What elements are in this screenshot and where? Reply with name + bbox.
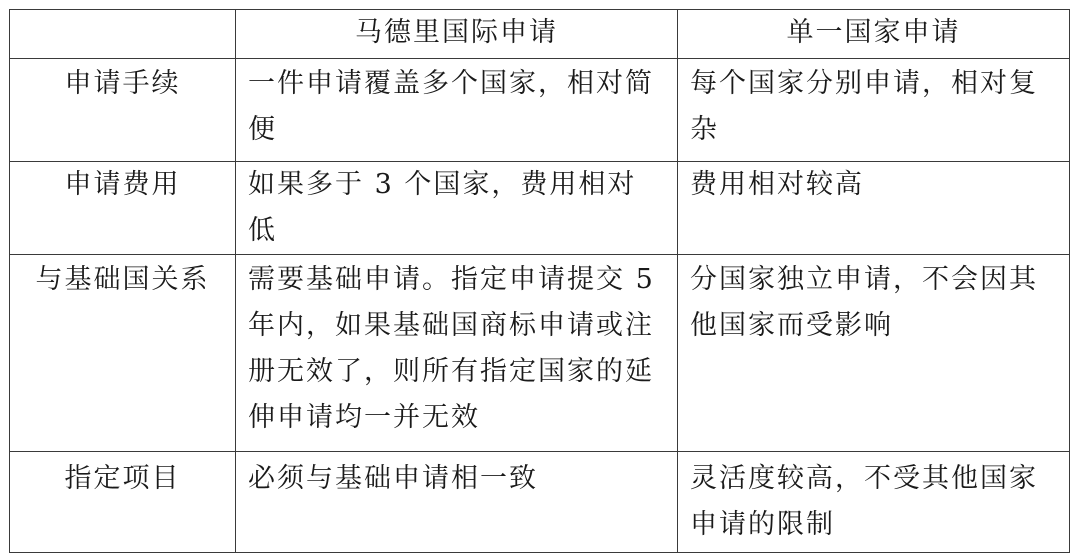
table-row — [10, 255, 1070, 452]
madrid-cell: 一件申请覆盖多个国家，相对简便 — [236, 59, 678, 162]
header-cell-madrid: 马德里国际申请 — [236, 10, 678, 59]
single-country-cell: 分国家独立申请，不会因其他国家而受影响 — [678, 255, 1070, 452]
madrid-cell: 如果多于 3 个国家，费用相对低 — [236, 162, 678, 255]
comparison-table — [9, 9, 1070, 553]
header-cell-single-country: 单一国家申请 — [678, 10, 1070, 59]
single-country-cell: 每个国家分别申请，相对复杂 — [678, 59, 1070, 162]
header-cell-empty — [10, 10, 236, 59]
row-label: 申请费用 — [10, 162, 236, 255]
table-header-row — [10, 10, 1070, 59]
table-row — [10, 452, 1070, 553]
row-label: 与基础国关系 — [10, 255, 236, 452]
row-label: 申请手续 — [10, 59, 236, 162]
madrid-cell: 需要基础申请。指定申请提交 5 年内，如果基础国商标申请或注册无效了，则所有指定国家的延伸申请均一并无效 — [236, 255, 678, 452]
table-row — [10, 162, 1070, 255]
single-country-cell: 费用相对较高 — [678, 162, 1070, 255]
madrid-cell: 必须与基础申请相一致 — [236, 452, 678, 553]
single-country-cell: 灵活度较高，不受其他国家申请的限制 — [678, 452, 1070, 553]
table-row — [10, 59, 1070, 162]
row-label: 指定项目 — [10, 452, 236, 553]
